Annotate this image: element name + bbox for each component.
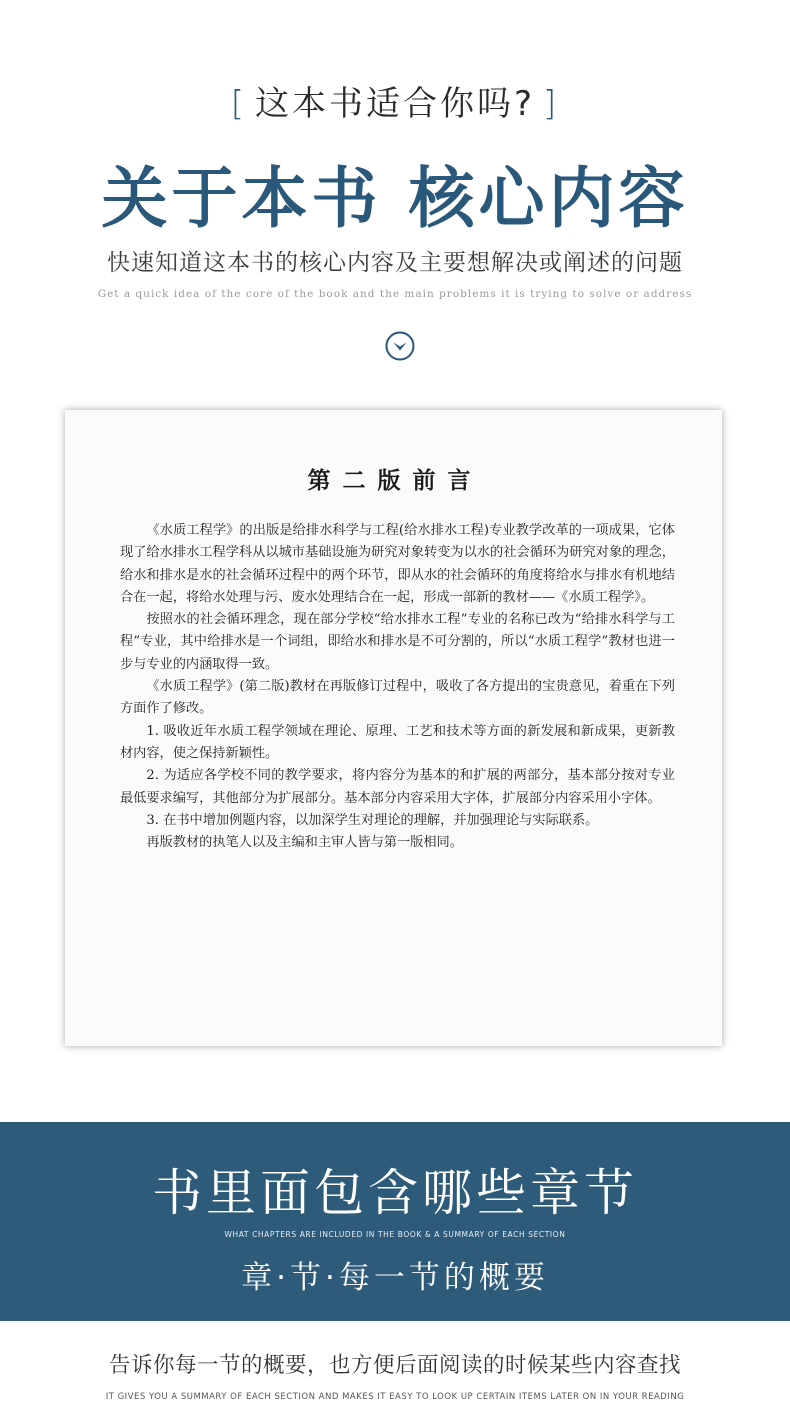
paragraph: 3. 在书中增加例题内容，以加深学生对理论的理解，并加强理论与实际联系。 — [146, 812, 599, 828]
bracket-open: [ — [230, 84, 247, 124]
subtitle-cn: 快速知道这本书的核心内容及主要想解决或阐述的问题 — [107, 250, 683, 276]
paragraph: 2. 为适应各学校不同的教学要求，将内容分为基本的和扩展的两部分，基本部分按对专业最低要求编写，其他部分为扩展部分。基本部分内容采用大字体，扩展部分内容采用小字体。 — [120, 768, 675, 806]
question-text: 这本书适合你吗? — [254, 84, 536, 124]
paragraph: 《水质工程学》的出版是给排水科学与工程(给水排水工程)专业教学改革的一项成果，它体现了给水排水工程学科从以城市基础设施为研究对象转变为以水的社会循环为研究对象的理念，给水和排水是水的社会循环过程中的两个环节，即从水的社会循环的角度将给水与排水有机地结合在一起，将给水处理与污、废水处理结合在一起，形成一部新的教材——《水质工程学》。 — [120, 523, 675, 605]
subtitle-en: Get a quick idea of the core of the book and the main problems it is trying to solve or address — [97, 288, 693, 300]
bracket-question — [0, 76, 790, 125]
intro-section — [0, 0, 790, 400]
bottom-text-cn: 告诉你每一节的概要，也方便后面阅读的时候某些内容查找 — [108, 1353, 681, 1378]
paragraph: 再版教材的执笔人以及主编和主审人皆与第一版相同。 — [146, 835, 463, 851]
paragraph: 《水质工程学》(第二版)教材在再版修订过程中，吸收了各方提出的宝贵意见，着重在下列方面作了修改。 — [120, 679, 675, 717]
page-body — [120, 520, 675, 854]
paragraph: 1. 吸收近年水质工程学领域在理论、原理、工艺和技术等方面的新发展和新成果，更新教材内容，使之保持新颖性。 — [120, 723, 675, 761]
page-heading: 第二版前言 — [307, 467, 483, 494]
chevron-down-circle-icon — [385, 331, 415, 361]
banner-subtitle-en: WHAT CHAPTERS ARE INCLUDED IN THE BOOK & A SUMMARY OF EACH SECTION — [224, 1230, 566, 1239]
banner-title: 书里面包含哪些章节 — [152, 1164, 638, 1222]
banner-subtitle-cn: 章·节·每一节的概要 — [241, 1260, 549, 1296]
page-title: 关于本书 核心内容 — [101, 159, 689, 237]
bottom-text-en: IT GIVES YOU A SUMMARY OF EACH SECTION AND MAKES IT EASY TO LOOK UP CERTAIN ITEMS LATER ON IN YOUR READING — [105, 1392, 685, 1402]
bracket-close: ] — [543, 84, 560, 124]
paragraph: 按照水的社会循环理念，现在部分学校“给水排水工程”专业的名称已改为“给排水科学与工程”专业，其中给排水是一个词组，即给水和排水是不可分割的，所以“水质工程学”教材也进一步与专业的内涵取得一致。 — [120, 612, 675, 672]
